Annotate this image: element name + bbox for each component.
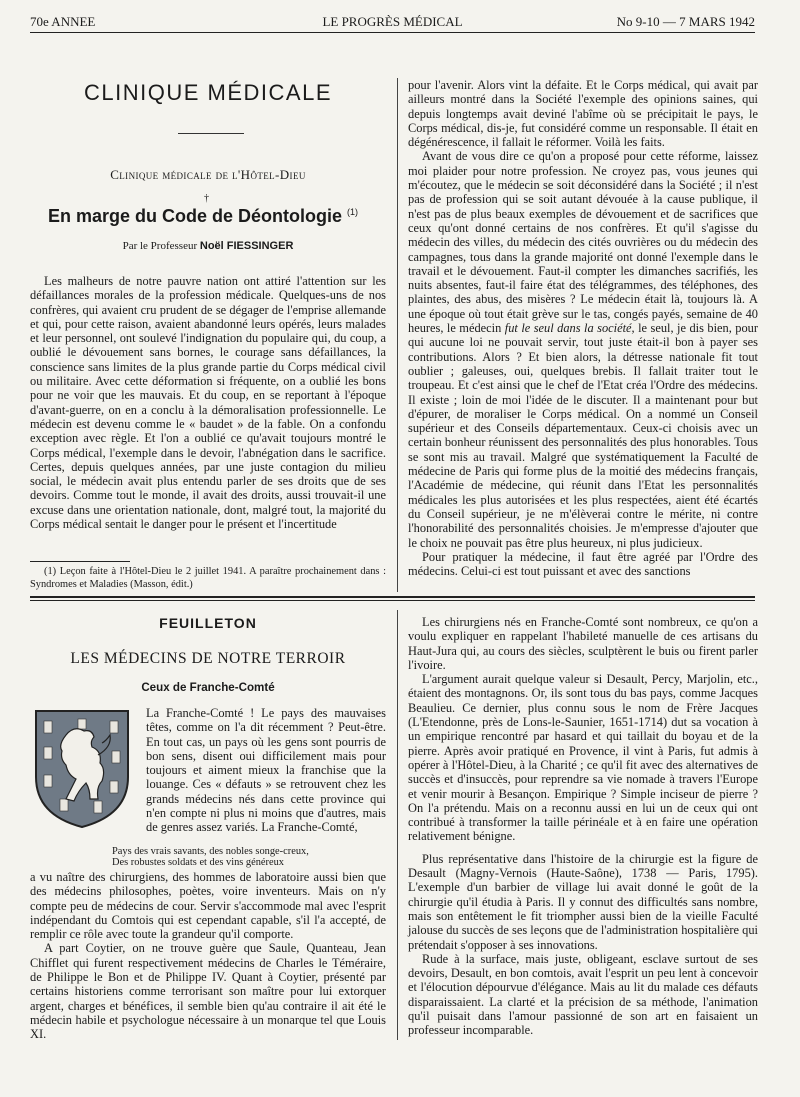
article-title-block: [48, 205, 388, 226]
feuilleton-rule-thick: [30, 596, 755, 598]
body-paragraph: pour l'avenir. Alors vint la défaite. Et le Corps médical, qui avait par ailleurs montré dans la Société l'exemple des opinions saines, qui depuis longtemps avait deviné l'abîme où se précipitait le pays, le Corps médical, dis-je, fut considéré comme un responsable. Il était en dégénérescence, il fallait le réformer. Voilà les faits.: [408, 78, 758, 150]
issue-year: 70e ANNEE: [30, 14, 96, 29]
feuilleton-intro: [30, 706, 386, 835]
author-name: Noël FIESSINGER: [199, 240, 294, 252]
section-title: CLINIQUE MÉDICALE: [84, 80, 332, 105]
feuilleton-left-column: [30, 616, 386, 630]
title-note-mark: (1): [347, 207, 359, 217]
body-paragraph: Plus représentative dans l'histoire de la chirurgie est la figure de Desault (Magny-Vernois (Haute-Saône), 1738 — Paris, 1795). L'exemple d'un barbier de village lui avait donné le goût de la chirurgie qu'il étudia à Paris. Il y connut des difficultés sans nombre, mais son entêtement le fit triompher aussi bien de la vieille Faculté jalouse du succès de ses leçons que de l'administration hospitalière qui prétendait s'opposer à ses innovations.: [408, 851, 758, 952]
body-paragraph: Pour pratiquer la médecine, il faut être agréé par l'Ordre des médecins. Celui-ci est tout puissant et avec des sanctions: [408, 549, 758, 579]
column-divider: [397, 610, 398, 1040]
body-text: Avant de vous dire ce qu'on a proposé pour cette réforme, laissez moi plaider pour notre profession. Ne croyez pas, vous jeunes qui m'écoutez, que le médecin se soit déconsidéré dans la Société ; il n'est pas de profession qui se soit autant dévouée à la cause publique, il n'est pas de plus beaux exemples de dévouement et de sacrifices que ceux qu'ont donné certains de nos confrères. Et qu'il s'agisse du médecin des villes, du médecin des cités ouvrières ou du médecin des campagnes, tous dans la grande majorité ont donné l'exemple dans le travail et le dévouement. Faut-il compter les dimanches sacrifiés, les nuits absentes, faut-il faire état des télégrammes, des téléphones, des plaintes, des abus, des misères ? Le médecin était là, toujours là. A une époque où tout était grève sur le tas, congés payés, semaine de 40 heures, le médecin: [408, 149, 758, 336]
feuilleton-rule-thin: [30, 600, 755, 601]
footnote-text: (1) Leçon faite à l'Hôtel-Dieu le 2 juillet 1941. A paraître prochainement dans : Syndromes et Maladies (Masson, édit.): [30, 566, 386, 590]
column-divider: [397, 78, 398, 592]
subsection-title: Clinique médicale de l'Hôtel-Dieu: [110, 167, 306, 182]
verse-line: Pays des vrais savants, des nobles songe-creux,: [112, 846, 309, 857]
body-paragraph: Rude à la surface, mais juste, obligeant, esclave surtout de ses devoirs, Desault, en bon comtois, avait l'esprit un peu lent à concevoir et l'élocution dépourvue d'élégance. Mais au lit du malade ces défauts disparaissaient. La clarté et la précision de sa méthode, l'animation qu'il puisait dans l'amour passionné de son art en faisaient un professeur incomparable.: [408, 951, 758, 1038]
ornament-dagger-icon: †: [204, 193, 209, 204]
article-title-text: En marge du Code de Déontologie: [48, 206, 343, 226]
article-subsection-block: [30, 168, 386, 182]
author-block: [30, 239, 386, 253]
article-title: [48, 205, 388, 226]
body-paragraph: A part Coytier, on ne trouve guère que Saule, Quanteau, Jean Chifflet qui furent respectivement médecins de Charles le Téméraire, de Philippe le Bon et de Philippe IV. Quant à Coytier, présenté par certains historiens comme terrorisant son maître pour lui extorquer argent, charges et bénéfices, il semble bien qu'au contraire il ait été le médecin habile et psychologue nécessaire à un monarque tel que Louis XI.: [30, 941, 386, 1042]
body-paragraph: Les malheurs de notre pauvre nation ont attiré l'attention sur les défaillances morales de la profession médicale. Quelques-uns de nos confrères, qui avaient cru prudent de se dégager de l'emprise allemande et qui, pour cette raison, avaient abandonné leurs opérés, leurs malades et leur personnel, ont soulevé l'indignation du populaire qui, du coup, a oublié le dévouement sans bornes, le courage sans défaillances, la conscience sans limites de la plus grande partie du Corps médical civil ou militaire. Avec cette déformation si fréquente, on a oublié les bons pour ne voir que les mauvais. Et du coup, en se reportant à l'époque d'avant-guerre, on en a conclu à la démoralisation professionnelle. Le médecin est devenu comme le « baudet » de la fable. On a confondu exception avec règle. Et l'on a oublié ce qu'avait toujours montré le Corps médical, l'exemple dans le devoir, l'abnégation dans le sacrifice. Certes, depuis quelques années, par une juste contagion du milieu social, le médecin avait plus entendu parler de ses droits que de ses devoirs. Comme tout le monde, il avait des droits, aussi trouvait-il une excuse dans une orientation nationale, dont, malgré tout, la majorité du Corps médical sentait le danger pour le présent et l'incertitude: [30, 274, 386, 532]
body-paragraph: a vu naître des chirurgiens, des hommes de laboratoire aussi bien que des médecins philosophes, poètes, voire inventeurs. Mais on n'y compte peu de médecins de cour. Servir s'accommode mal avec l'esprit indépendant du Comtois qui est cependant capable, s'il l'a accepté, de remplir ce rôle avec toute la grandeur qu'il comporte.: [30, 870, 386, 942]
page-header: [30, 14, 755, 32]
article-author: [30, 239, 386, 253]
verse-block: [30, 846, 386, 869]
footnote-rule: [30, 561, 130, 562]
body-paragraph: [408, 149, 758, 549]
feuilleton-label: FEUILLETON: [159, 615, 257, 631]
feuilleton-subtitle-block: [30, 681, 386, 695]
feuilleton-title: LES MÉDECINS DE NOTRE TERROIR: [70, 650, 346, 667]
feuilleton-title-block: [30, 652, 386, 666]
article-body-right: [408, 78, 758, 578]
feuilleton-subtitle: Ceux de Franche-Comté: [141, 681, 275, 694]
section-rule: [178, 133, 244, 134]
body-italic: fut le seul dans la société,: [504, 321, 635, 336]
feuilleton-body-right: [408, 615, 758, 1038]
body-paragraph: Les chirurgiens nés en Franche-Comté sont nombreux, ce qu'on a voulu expliquer en rappelant l'habileté manuelle de ces artisans du Haut-Jura qui, au cours des siècles, sculptèrent le buis ou firent parler l'ivoire.: [408, 615, 758, 672]
feuilleton-body-left: [30, 870, 386, 1042]
body-text: La Franche-Comté ! Le pays des mauvaises têtes, comme on l'a dit récemment ? Peut-être. En tout cas, un pays où les gens sont pourris de bon sens, disent oui difficilement mais pour toujours et aiment mieux la franchise que la louange. Ces « défauts » se retrouvent chez les grands médecins nés dans cette province qui n'en compte ni plus ni moins que d'autres, mais de genres assez variés. La Franche-Comté,: [146, 706, 386, 835]
body-paragraph: [30, 706, 386, 835]
header-rule: [30, 32, 755, 33]
body-text: le seul, je dis bien, pour qui aucune loi ne pouvait servir, tout juste était-il bon à payer ses contributions. Alors ? Et bien alors, la détresse nationale fit tout oublier ; galeuses, oui, quelques brebis. Il fallait traiter tout le troupeau. Et c'est ainsi que le chef de l'Etat créa l'Ordre des médecins. Il existe ; loin de moi l'idée de le discuter. Il a maintenant pour but d'épurer, de moraliser le Corps médical. On a nommé un Conseil supérieur et des Conseils départementaux. Ceux-ci choisis avec un certain bonheur réunissent des personnalités des plus honorables. Tous se sont mis au travail. Malgré que systématiquement la Faculté de médecine de Paris qui forme plus de la moitié des médecins français, l'Académie de médecine, qui réunit dans l'Etat les personnalités médicales les plus autorisées et les plus respectées, aient été écartés du Conseil supérieur, je ne m'élèverai contre le mérite, ni contre l'honorabilité des personnalités choisies. Je m'empresse d'ajouter que le choix ne pouvait pas être plus heureux, ni plus judicieux.: [408, 321, 758, 550]
author-prefix: Par le Professeur: [122, 240, 198, 252]
issue-date: No 9-10 — 7 MARS 1942: [616, 14, 755, 29]
article-footnote: [30, 566, 386, 591]
article-left-column: [30, 80, 386, 105]
journal-title: LE PROGRÈS MÉDICAL: [322, 14, 463, 29]
article-body-left: [30, 274, 386, 531]
verse-line: Des robustes soldats et des vins généreux: [112, 857, 284, 869]
body-paragraph: L'argument aurait quelque valeur si Desault, Percy, Marjolin, etc., étaient des montagnons. Or, ils sont tous du bas pays, comme Jacques Beaulieu. Ce dernier, plus connu sous le nom de Frère Jacques (L'Etendonne, près de Lons-le-Saunier, 1651-1714) dut sa vocation à un empirique rencontré par hasard et qui taillait du boyau et de la pierre. Après avoir pratiqué en Provence, il vint à Paris, fut admis à opérer à l'Hôtel-Dieu, à la Charité ; ce qu'il fit avec des alternatives de succès et d'insuccès, pour reprendre sa vie nomade à travers l'Europe et venir mourir à Besançon. Empirique ? Simple inciseur de pierre ? On l'a prétendu. Mais on a reconnu aussi en lui un de ceux qui ont contribué à transformer la taille périnéale et à en faire une opération relativement bénigne.: [408, 672, 758, 844]
feuilleton-verse: [30, 846, 386, 869]
